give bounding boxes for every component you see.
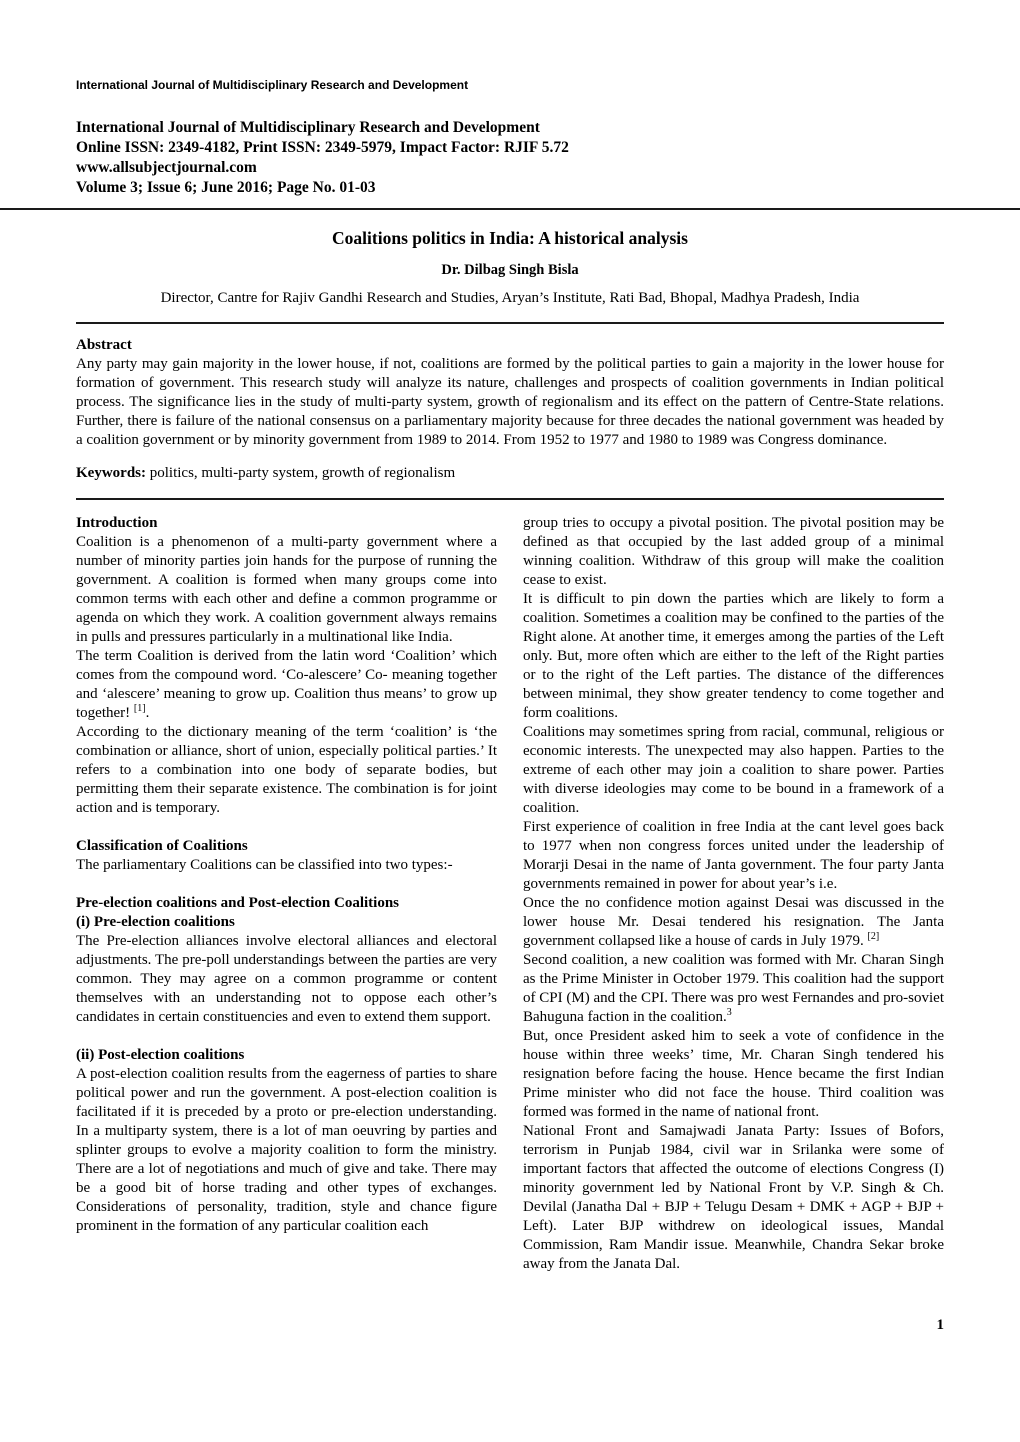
abstract-heading: Abstract	[76, 337, 132, 353]
paragraph: Coalition is a phenomenon of a multi-party government where a number of minority parties join hands for the purpose of running the government. A coalition is formed when many groups come into common terms with each other and define a common programme or agenda on which they work. A coalition government always remains in pulls and pressures particularly in a multinational like India.	[76, 534, 497, 645]
keywords-label: Keywords:	[76, 465, 146, 481]
paragraph-text: The term Coalition is derived from the latin word ‘Coalition’ which comes from the compound word. ‘Co-alescere’ Co- meaning together and ‘alescere’ meaning to grow up. Coalition thus means’ to grow up together!	[76, 648, 497, 721]
paragraph	[76, 647, 497, 723]
paragraph	[523, 894, 944, 951]
paragraph: First experience of coalition in free India at the cant level goes back to 1977 when non congress forces united under the leadership of Morarji Desai in the name of Janta government. The four party Janta governments remained in power for about year’s i.e.	[523, 819, 944, 892]
left-column	[76, 514, 497, 1274]
citation-ref-3: 3	[726, 1007, 732, 1018]
keywords-text: politics, multi-party system, growth of regionalism	[146, 465, 456, 481]
subsection-heading-pre-election: (i) Pre-election coalitions	[76, 914, 235, 930]
paragraph: A post-election coalition results from the eagerness of parties to share political power and run the government. A post-election coalition is facilitated if it is preceded by a proto or pre-election understanding. In a multiparty system, there is a lot of man oeuvring by parties and splinter groups to evolve a majority coalition to form the ministry. There are a lot of negotiations and much of give and take. There may be a good bit of horse trading and other types of exchanges. Considerations of personality, tradition, style and chance figure prominent in the formation of any particular coalition each	[76, 1066, 497, 1234]
running-header: International Journal of Multidisciplinary Research and Development	[76, 78, 469, 92]
journal-issn-line: Online ISSN: 2349-4182, Print ISSN: 2349-5979, Impact Factor: RJIF 5.72	[76, 139, 569, 156]
paragraph: National Front and Samajwadi Janata Party: Issues of Bofors, terrorism in Punjab 1984, civil war in Srilanka were some of important factors that affected the outcome of elections Congress (I) minority government led by National Front by V.P. Singh & Ch. Devilal (Janatha Dal + BJP + Telugu Desam + DMK + AGP + BJP + Left). Later BJP withdrew on ideological issues, Mandal Commission, Ram Mandir issue. Meanwhile, Chandra Sekar broke away from the Janata Dal.	[523, 1123, 944, 1272]
section-heading-pre-post-election: Pre-election coalitions and Post-election Coalitions	[76, 895, 400, 911]
affiliation-divider	[76, 322, 944, 324]
paragraph: group tries to occupy a pivotal position. The pivotal position may be defined as that occupied by the last added group of a minimal winning coalition. Withdraw of this group will make the coalition cease to exist.	[523, 515, 944, 588]
paragraph-text: .	[145, 705, 150, 721]
journal-website: www.allsubjectjournal.com	[76, 159, 257, 176]
citation-ref-2: [2]	[867, 931, 880, 942]
right-column	[523, 514, 944, 1274]
paragraph: The parliamentary Coalitions can be classified into two types:-	[76, 857, 453, 873]
header-divider	[0, 208, 1020, 210]
citation-ref-1: [1]	[133, 703, 146, 714]
abstract-section	[76, 336, 944, 450]
journal-volume-line: Volume 3; Issue 6; June 2016; Page No. 01-03	[76, 179, 376, 196]
paragraph: But, once President asked him to seek a vote of confidence in the house within three weeks’ time, Mr. Charan Singh tendered his resignation before facing the house. Hence became the first Indian Prime minister who did not face the house. Third coalition was formed was formed in the name of national front.	[523, 1028, 944, 1120]
article-author: Dr. Dilbag Singh Bisla	[441, 262, 579, 278]
article-title: Coalitions politics in India: A historical analysis	[332, 228, 688, 248]
journal-info-block	[76, 118, 944, 198]
abstract-text: Any party may gain majority in the lower house, if not, coalitions are formed by the political parties to gain a majority in the lower house for formation of government. This research study will analyze its nature, challenges and prospects of coalition governments in Indian political process. The significance lies in the study of multi-party system, growth of regionalism and its effect on the pattern of Centre-State relations. Further, there is failure of the national consensus on a parliamentary majority because for three decades the national government was headed by a coalition government or by minority government from 1989 to 2014. From 1952 to 1977 and 1980 to 1989 was Congress dominance.	[76, 356, 944, 448]
paragraph-text: Once the no confidence motion against Desai was discussed in the lower house Mr. Desai tendered his resignation. The Janta government collapsed like a house of cards in July 1979.	[523, 895, 944, 949]
paragraph: It is difficult to pin down the parties which are likely to form a coalition. Sometimes a coalition may be confined to the parties of the Right alone. At another time, it emerges among the parties of the Left only. But, more often which are either to the left of the Right parties or to the right of the Left parties. The distance of the differences between minimal, they show greater tendency to come together and form coalitions.	[523, 591, 944, 721]
paragraph: The Pre-election alliances involve electoral alliances and electoral adjustments. The pre-poll understandings between the parties are very common. They may agree on a common programme or content themselves with an understanding not to oppose each other’s candidates in certain constituencies and even to extend them support.	[76, 933, 497, 1025]
paragraph: According to the dictionary meaning of the term ‘coalition’ is ‘the combination or alliance, short of union, especially political parties.’ It refers to a combination into one body of separate bodies, but permitting them their separate existence. The combination is for joint action and is temporary.	[76, 724, 497, 816]
subsection-heading-post-election: (ii) Post-election coalitions	[76, 1047, 245, 1063]
paragraph	[523, 951, 944, 1027]
paragraph-text: Second coalition, a new coalition was formed with Mr. Charan Singh as the Prime Minister in October 1979. This coalition had the support of CPI (M) and the CPI. There was pro west Fernandes and pro-soviet Bahuguna faction in the coalition.	[523, 952, 944, 1025]
section-heading-classification: Classification of Coalitions	[76, 838, 248, 854]
journal-name: International Journal of Multidisciplinary Research and Development	[76, 119, 540, 136]
article-affiliation: Director, Cantre for Rajiv Gandhi Research and Studies, Aryan’s Institute, Rati Bad, Bhopal, Madhya Pradesh, India	[160, 290, 860, 306]
two-column-body	[76, 514, 944, 1274]
paragraph: Coalitions may sometimes spring from racial, communal, religious or economic interests. The unexpected may also happen. Parties to the extreme of each other may join a coalition to share power. Parties with diverse ideologies may come to be bound in a framework of a coalition.	[523, 724, 944, 816]
section-heading-introduction: Introduction	[76, 515, 158, 531]
keywords-divider	[76, 498, 944, 500]
page-number: 1	[936, 1317, 944, 1333]
keywords-line	[76, 464, 944, 483]
